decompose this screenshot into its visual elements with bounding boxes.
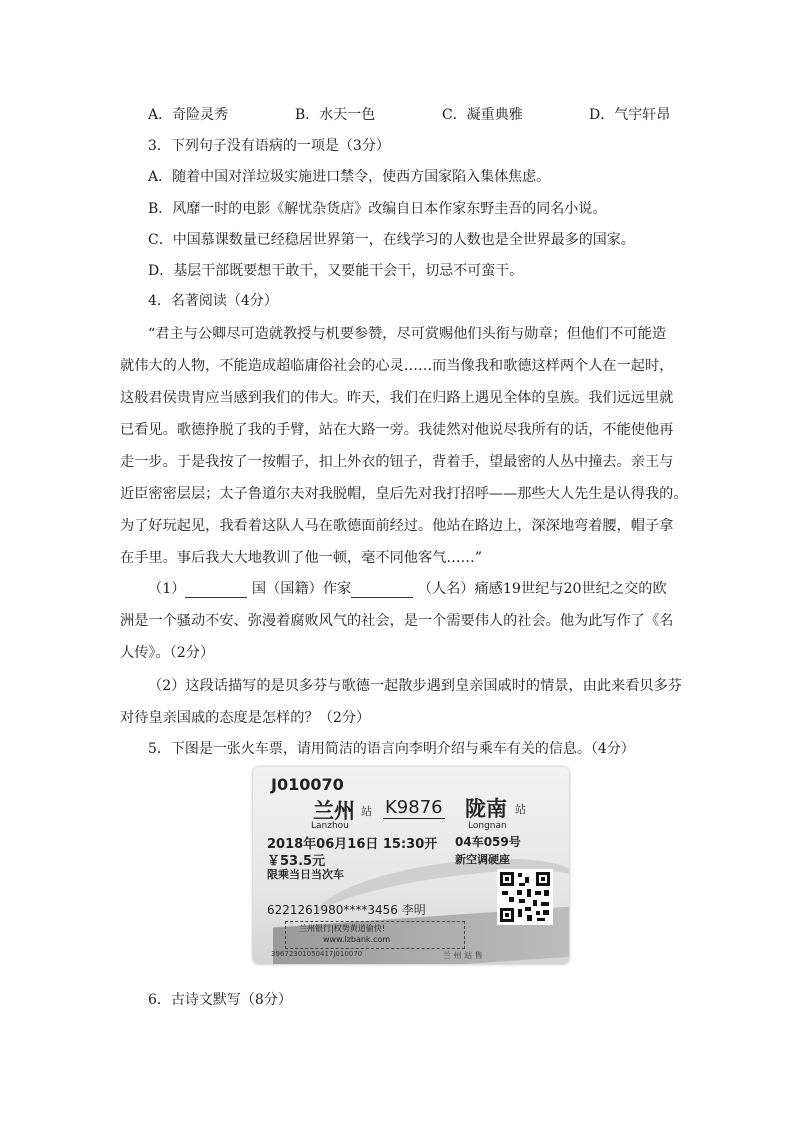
q3-option-d: D．基层干部既要想干敢干，又要能干会干，切忌不可蛮干。: [148, 263, 524, 279]
q4-sub2-line2: 对待皇亲国戚的态度是怎样的？（2分）: [120, 710, 371, 726]
option-d: D．气宇轩昂: [589, 107, 671, 123]
q4-title: 4．名著阅读（4分）: [148, 293, 278, 309]
departure-station: 兰州: [313, 799, 355, 823]
ticket-serial: 39672301050417J010070: [271, 950, 363, 958]
passage-line: “君主与公卿尽可造就教授与机要参赞，尽可赏赐他们头衔与勋章；但他们不可能造: [148, 326, 667, 342]
arrival-pinyin: Longnan: [468, 821, 507, 831]
q6-title: 6．古诗文默写（8分）: [148, 992, 292, 1008]
train-ticket-image: [253, 767, 569, 964]
option-a: A．奇险灵秀: [148, 107, 229, 123]
q4-sub1-line2: 洲是一个骚动不安、弥漫着腐败风气的社会，是一个需要伟人的社会。他为此写作了《名: [120, 613, 674, 629]
q5-title: 5．下图是一张火车票，请用简洁的语言向李明介绍与乘车有关的信息。（4分）: [148, 741, 635, 757]
arrival-station: 陇南: [465, 797, 507, 821]
passage-line: 走一步。于是我按了一按帽子，扣上外衣的钮子，背着手，望最密的人丛中撞去。亲王与: [120, 454, 674, 470]
arrival-station-suffix: 站: [515, 803, 526, 816]
sub1-text: 国（国籍）作家: [247, 581, 352, 597]
sub1-text: （人名）痛感19世纪与20世纪之交的欧: [413, 581, 667, 597]
ticket-code: J010070: [271, 775, 344, 794]
passage-line: 就伟大的人物，不能造成超临庸俗社会的心灵……而当像我和歌德这样两个人在一起时，: [120, 358, 674, 374]
sub1-number: （1）: [148, 581, 186, 597]
ticket-price: ￥53.5元: [267, 854, 326, 869]
q3-option-c: C．中国慕课数量已经稳居世界第一，在线学习的人数也是全世界最多的国家。: [148, 232, 635, 248]
passage-line: 为了好玩起见，我看着这队人马在歌德面前经过。他站在路边上，深深地弯着腰，帽子拿: [120, 518, 674, 534]
departure-pinyin: Lanzhou: [311, 821, 349, 831]
option-c: C．凝重典雅: [442, 107, 523, 123]
q4-sub1-line3: 人传》。（2分）: [120, 645, 215, 661]
author-name-blank[interactable]: [351, 583, 413, 598]
seat-number: 04车059号: [455, 835, 521, 849]
q3-option-b: B．风靡一时的电影《解忧杂货店》改编自日本作家东野圭吾的同名小说。: [148, 201, 607, 217]
nationality-blank[interactable]: [185, 583, 247, 598]
passenger-id-name: 6221261980****3456 李明: [267, 903, 426, 917]
ticket-ad-line1: 兰州银行|权势黄道偷快!: [299, 924, 385, 933]
departure-datetime: 2018年06月16日 15:30开: [267, 837, 438, 852]
q3-title: 3．下列句子没有语病的一项是（3分）: [148, 138, 390, 154]
option-b: B．水天一色: [295, 107, 376, 123]
q4-sub1-line1: [148, 578, 667, 598]
seat-type: 新空调硬座: [455, 853, 510, 866]
departure-station-suffix: 站: [361, 805, 372, 818]
ticket-note: 限乘当日当次车: [267, 868, 344, 881]
qr-code-icon: [497, 869, 553, 925]
passage-line: 已看见。歌德挣脱了我的手臂，站在大路一旁。我徒然对他说尽我所有的话，不能使他再: [120, 422, 674, 438]
passage-line: 在手里。事后我大大地教训了他一顿，毫不同他客气……”: [120, 550, 482, 566]
passage-line: 这般君侯贵胄应当感到我们的伟大。昨天，我们在归路上遇见全体的皇族。我们远远里就: [120, 390, 674, 406]
ticket-ad-line2: www.lzbank.com: [323, 935, 391, 944]
ticket-sold-at: 兰 州 站 售: [443, 951, 483, 960]
q3-option-a: A．随着中国对洋垃圾实施进口禁令，使西方国家陷入集体焦虑。: [148, 169, 551, 185]
train-number: K9876: [385, 797, 443, 818]
q4-sub2-line1: （2）这段话描写的是贝多芬与歌德一起散步遇到皇亲国戚时的情景，由此来看贝多芬: [148, 678, 682, 694]
passage-line: 近臣密密层层；太子鲁道尔夫对我脱帽，皇后先对我打招呼——那些大人先生是认得我的。: [120, 486, 688, 502]
